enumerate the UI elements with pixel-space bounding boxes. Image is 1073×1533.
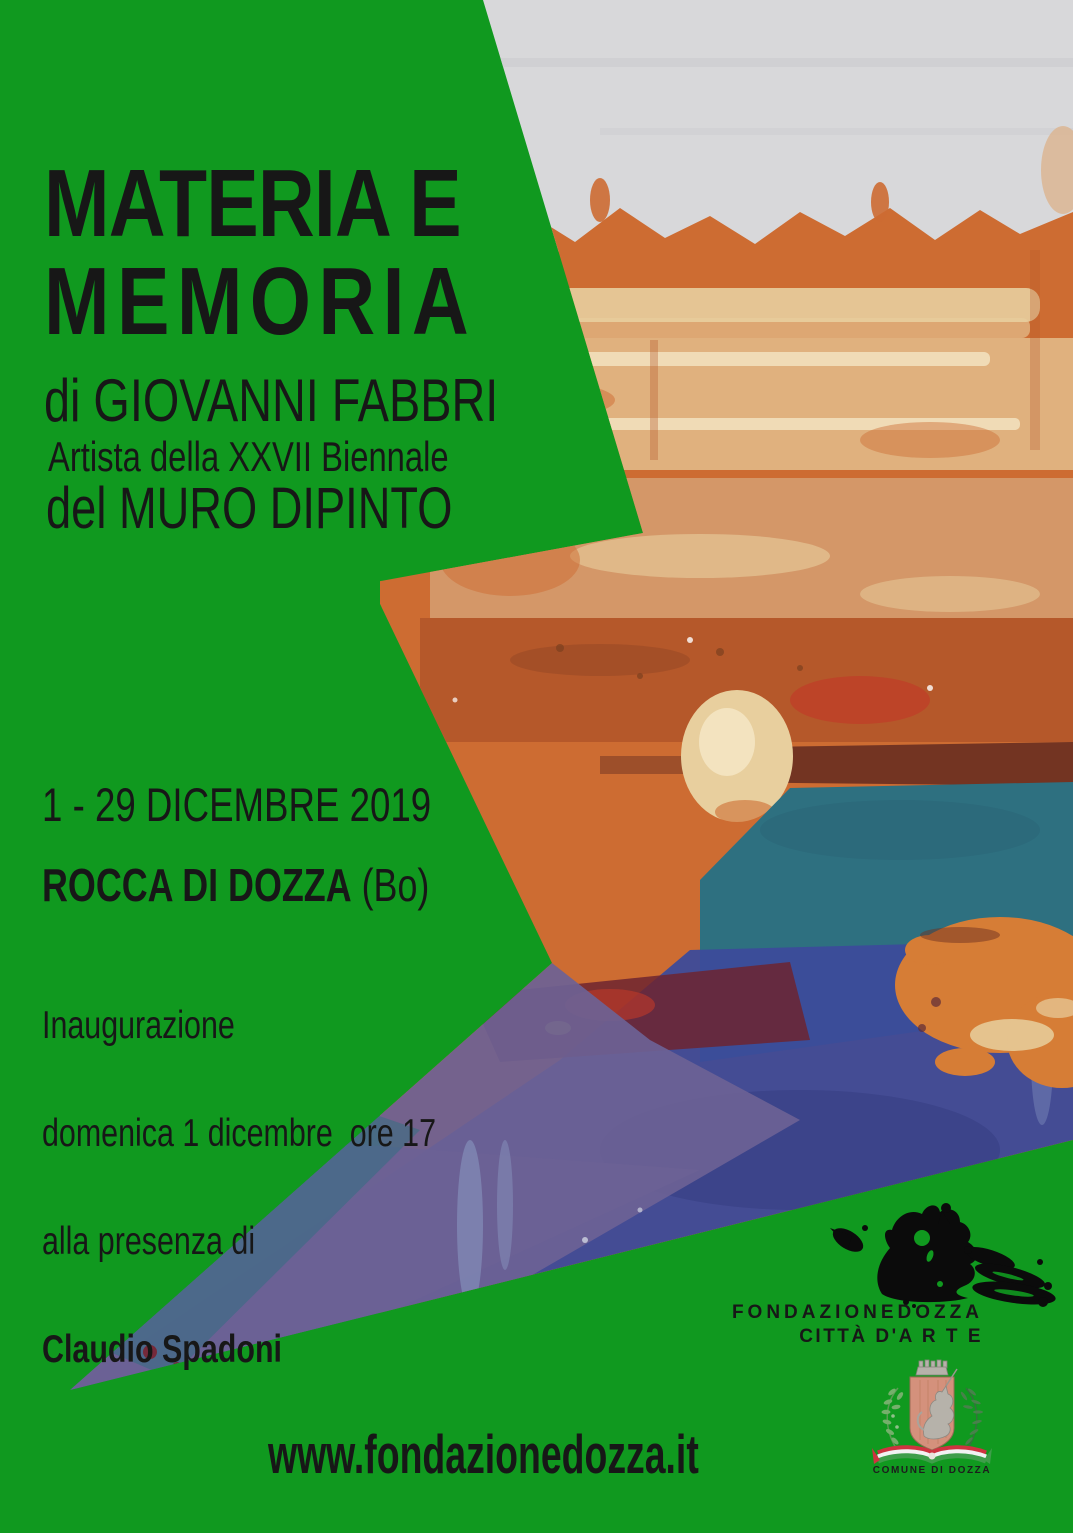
biennale-line: Artista della XXVII Biennale — [48, 433, 449, 480]
foundation-wordmark — [690, 1303, 983, 1346]
foundation-splash-logo-icon — [818, 1198, 1063, 1316]
comune-label: COMUNE DI DOZZA — [872, 1465, 992, 1476]
poster-title — [44, 150, 477, 355]
muro-dipinto-line: del MURO DIPINTO — [46, 476, 453, 541]
venue-line — [42, 858, 429, 912]
inauguration-guest-name: Claudio Spadoni — [42, 1328, 282, 1371]
title-line-1: MATERIA E — [44, 150, 461, 257]
website-url: www.fondazionedozza.it — [268, 1423, 699, 1485]
inauguration-line-3: alla presenza di — [42, 1220, 256, 1263]
inauguration-block — [42, 936, 436, 1440]
exhibition-dates: 1 - 29 DICEMBRE 2019 — [42, 778, 432, 831]
comune-di-dozza-coat-of-arms-icon — [862, 1352, 1002, 1470]
foundation-name: FONDAZIONEDOZZA — [731, 1302, 983, 1323]
venue-name: ROCCA DI DOZZA — [42, 859, 352, 911]
venue-province: (Bo) — [351, 859, 430, 911]
inauguration-line-1: Inaugurazione — [42, 1004, 235, 1047]
foundation-tagline: CITTÀ D'A R T E — [799, 1326, 983, 1347]
title-line-2: MEMORIA — [44, 248, 477, 355]
artist-line: di GIOVANNI FABBRI — [44, 367, 499, 434]
inauguration-line-2: domenica 1 dicembre ore 17 — [42, 1112, 436, 1155]
